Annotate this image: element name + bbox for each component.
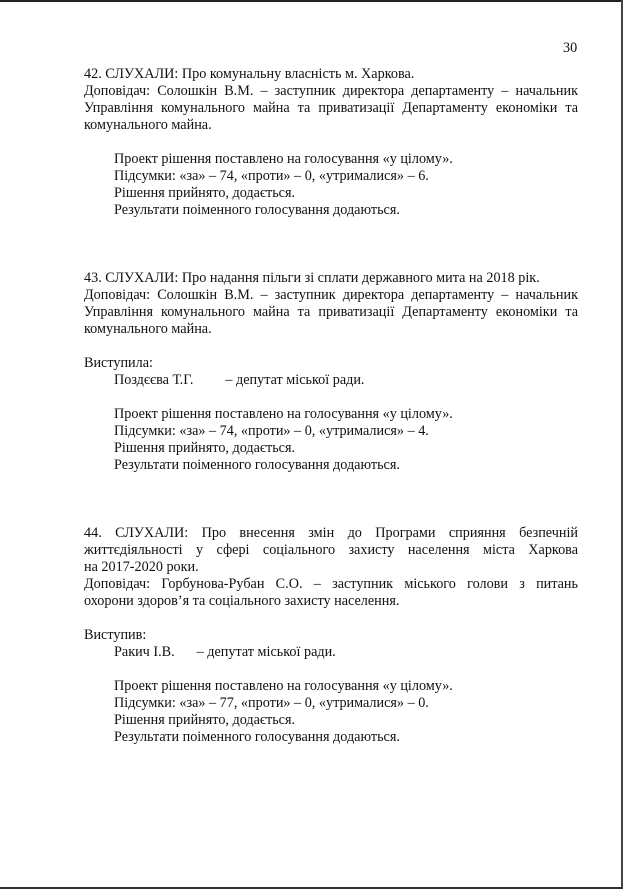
item-43-vote-line-1: Проект рішення поставлено на голосування «у цілому».: [114, 406, 453, 422]
item-42-vote-block: [84, 151, 578, 219]
item-43-speech-label: Виступила:: [84, 355, 153, 371]
item-43-speaker-name: Поздєєва Т.Г.: [114, 372, 194, 388]
item-44-speaker-role: – депутат міської ради.: [196, 644, 336, 660]
item-43-speaker-line-2: Управління комунального майна та приватизації Департаменту економіки та: [84, 304, 578, 320]
item-43-speaker-line-1: Доповідач: Солошкін В.М. – заступник директора департаменту – начальник: [84, 287, 578, 303]
item-43-speech-block: [84, 355, 578, 389]
page-number: 30: [563, 40, 578, 56]
item-44-heading-line-2: життєдіяльності у сфері соціального захисту населення міста Харкова: [84, 542, 578, 558]
item-44-heading-line-3: на 2017-2020 роки.: [84, 559, 199, 575]
item-42-vote-line-1: Проект рішення поставлено на голосування «у цілому».: [114, 151, 453, 167]
item-44-speaker-name: Ракич І.В.: [114, 644, 175, 660]
item-42-speaker-line-3: комунального майна.: [84, 117, 212, 133]
item-42-vote-line-3: Рішення прийнято, додається.: [114, 185, 296, 201]
item-42-heading-block: [84, 66, 578, 134]
item-43-speaker-entry: [84, 372, 578, 389]
item-44-heading-block: [84, 525, 578, 610]
item-44-vote-line-4: Результати поіменного голосування додаються.: [114, 729, 400, 745]
item-42-speaker-line-1: Доповідач: Солошкін В.М. – заступник директора департаменту – начальник: [84, 83, 578, 99]
item-42-vote-line-4: Результати поіменного голосування додаються.: [114, 202, 400, 218]
item-43-vote-block: [84, 406, 578, 474]
item-44-vote-line-1: Проект рішення поставлено на голосування «у цілому».: [114, 678, 453, 694]
item-44-speech-block: [84, 627, 578, 661]
item-43-heading-block: [84, 270, 578, 338]
item-44-vote-line-2: Підсумки: «за» – 77, «проти» – 0, «утрималися» – 0.: [114, 695, 429, 711]
item-42-heading: 42. СЛУХАЛИ: Про комунальну власність м. Харкова.: [84, 66, 415, 82]
item-44-speaker-line-1: Доповідач: Горбунова-Рубан С.О. – заступник міського голови з питань: [84, 576, 578, 592]
item-44-vote-block: [84, 678, 578, 746]
item-44-speaker-entry: [84, 644, 578, 661]
item-43-heading: 43. СЛУХАЛИ: Про надання пільги зі сплати державного мита на 2018 рік.: [84, 270, 540, 286]
item-42-vote-line-2: Підсумки: «за» – 74, «проти» – 0, «утрималися» – 6.: [114, 168, 429, 184]
item-44-vote-line-3: Рішення прийнято, додається.: [114, 712, 296, 728]
item-44-speech-label: Виступив:: [84, 627, 147, 643]
item-44-heading-line-1: 44. СЛУХАЛИ: Про внесення змін до Програми сприяння безпечній: [84, 525, 578, 541]
item-43-speaker-role: – депутат міської ради.: [225, 372, 365, 388]
item-43-vote-line-3: Рішення прийнято, додається.: [114, 440, 296, 456]
item-42-speaker-line-2: Управління комунального майна та приватизації Департаменту економіки та: [84, 100, 578, 116]
item-44-speaker-line-2: охорони здоров’я та соціального захисту населення.: [84, 593, 400, 609]
item-43-speaker-line-3: комунального майна.: [84, 321, 212, 337]
scan-edge-top: [0, 0, 623, 2]
item-43-vote-line-4: Результати поіменного голосування додаються.: [114, 457, 400, 473]
item-43-vote-line-2: Підсумки: «за» – 74, «проти» – 0, «утрималися» – 4.: [114, 423, 429, 439]
